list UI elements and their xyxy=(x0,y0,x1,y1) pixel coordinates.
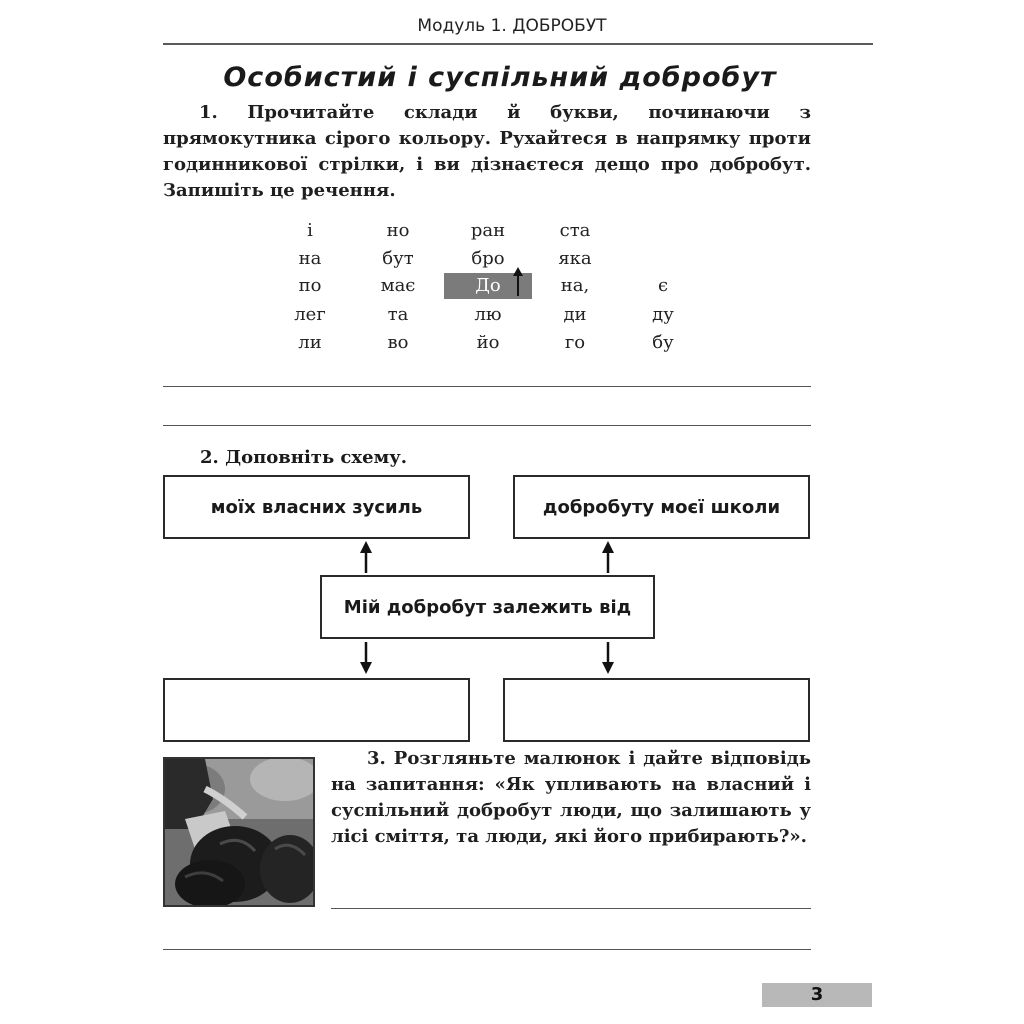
answer-line[interactable] xyxy=(163,425,811,426)
syllable-cell: по xyxy=(298,275,322,296)
gray-cell-label: До xyxy=(475,275,501,296)
scheme-box-bottom-right[interactable] xyxy=(503,678,810,742)
page-number: 3 xyxy=(762,983,872,1007)
arrow-up-icon xyxy=(598,540,618,574)
syllable-cell: ран xyxy=(470,220,506,241)
arrow-down-icon xyxy=(598,641,618,675)
syllable-cell: йо xyxy=(476,332,500,353)
header-rule xyxy=(163,43,873,45)
scheme-box-top-right: добробуту моєї школи xyxy=(513,475,810,539)
syllable-cell: го xyxy=(564,332,586,353)
page-title: Особистий і суспільний добробут xyxy=(223,62,777,93)
syllable-cell: лег xyxy=(294,304,326,325)
task-3-instruction: Розгляньте малюнок і дайте відповідь на запитання: «Як упливають на власний і суспільний добробут люди, що залишають у лісі сміття, та люди, які його прибирають?». xyxy=(331,748,811,847)
answer-line[interactable] xyxy=(163,386,811,387)
syllable-cell: на xyxy=(298,248,322,269)
syllable-cell xyxy=(619,246,707,272)
task-3-number: 3. xyxy=(367,748,386,769)
task-2-number: 2. xyxy=(200,447,219,468)
syllable-cell: ду xyxy=(652,304,674,325)
task-1-instruction: Прочитайте склади й букви, починаючи з прямокутника сірого кольору. Рухайтеся в напрямку проти годинникової стрілки, і ви дізнаєтеся дещо про добробут. Запишіть це речення. xyxy=(163,102,811,201)
answer-line[interactable] xyxy=(163,949,811,950)
syllable-cell: ста xyxy=(559,220,591,241)
litter-photo xyxy=(163,757,315,907)
syllable-cell: но xyxy=(386,220,410,241)
scheme-box-center: Мій добробут залежить від xyxy=(320,575,655,639)
syllable-cell xyxy=(619,218,707,244)
syllable-cell: і xyxy=(307,220,313,241)
scheme-box-bottom-left[interactable] xyxy=(163,678,470,742)
syllable-cell: має xyxy=(380,275,416,296)
syllable-cell: бро xyxy=(471,248,505,269)
syllable-cell: во xyxy=(387,332,409,353)
task-3-text xyxy=(331,746,811,850)
running-header: Модуль 1. ДОБРОБУТ xyxy=(417,16,607,36)
task-2-instruction: Доповніть схему. xyxy=(225,447,407,468)
syllable-cell: є xyxy=(657,275,669,296)
task-1-text xyxy=(163,100,811,204)
syllable-cell: ли xyxy=(298,332,322,353)
syllable-cell: бут xyxy=(382,248,414,269)
syllable-cell: яка xyxy=(558,248,592,269)
syllable-cell: ди xyxy=(563,304,587,325)
syllable-cell: на, xyxy=(560,275,590,296)
syllable-cell: лю xyxy=(474,304,502,325)
arrow-down-icon xyxy=(356,641,376,675)
syllable-cell: бу xyxy=(652,332,674,353)
task-1-number: 1. xyxy=(199,102,218,123)
arrow-up-icon xyxy=(356,540,376,574)
up-arrow-icon xyxy=(510,266,526,298)
syllable-cell: та xyxy=(387,304,409,325)
task-2-text xyxy=(200,447,407,468)
scheme-box-top-left: моїх власних зусиль xyxy=(163,475,470,539)
answer-line[interactable] xyxy=(331,908,811,909)
